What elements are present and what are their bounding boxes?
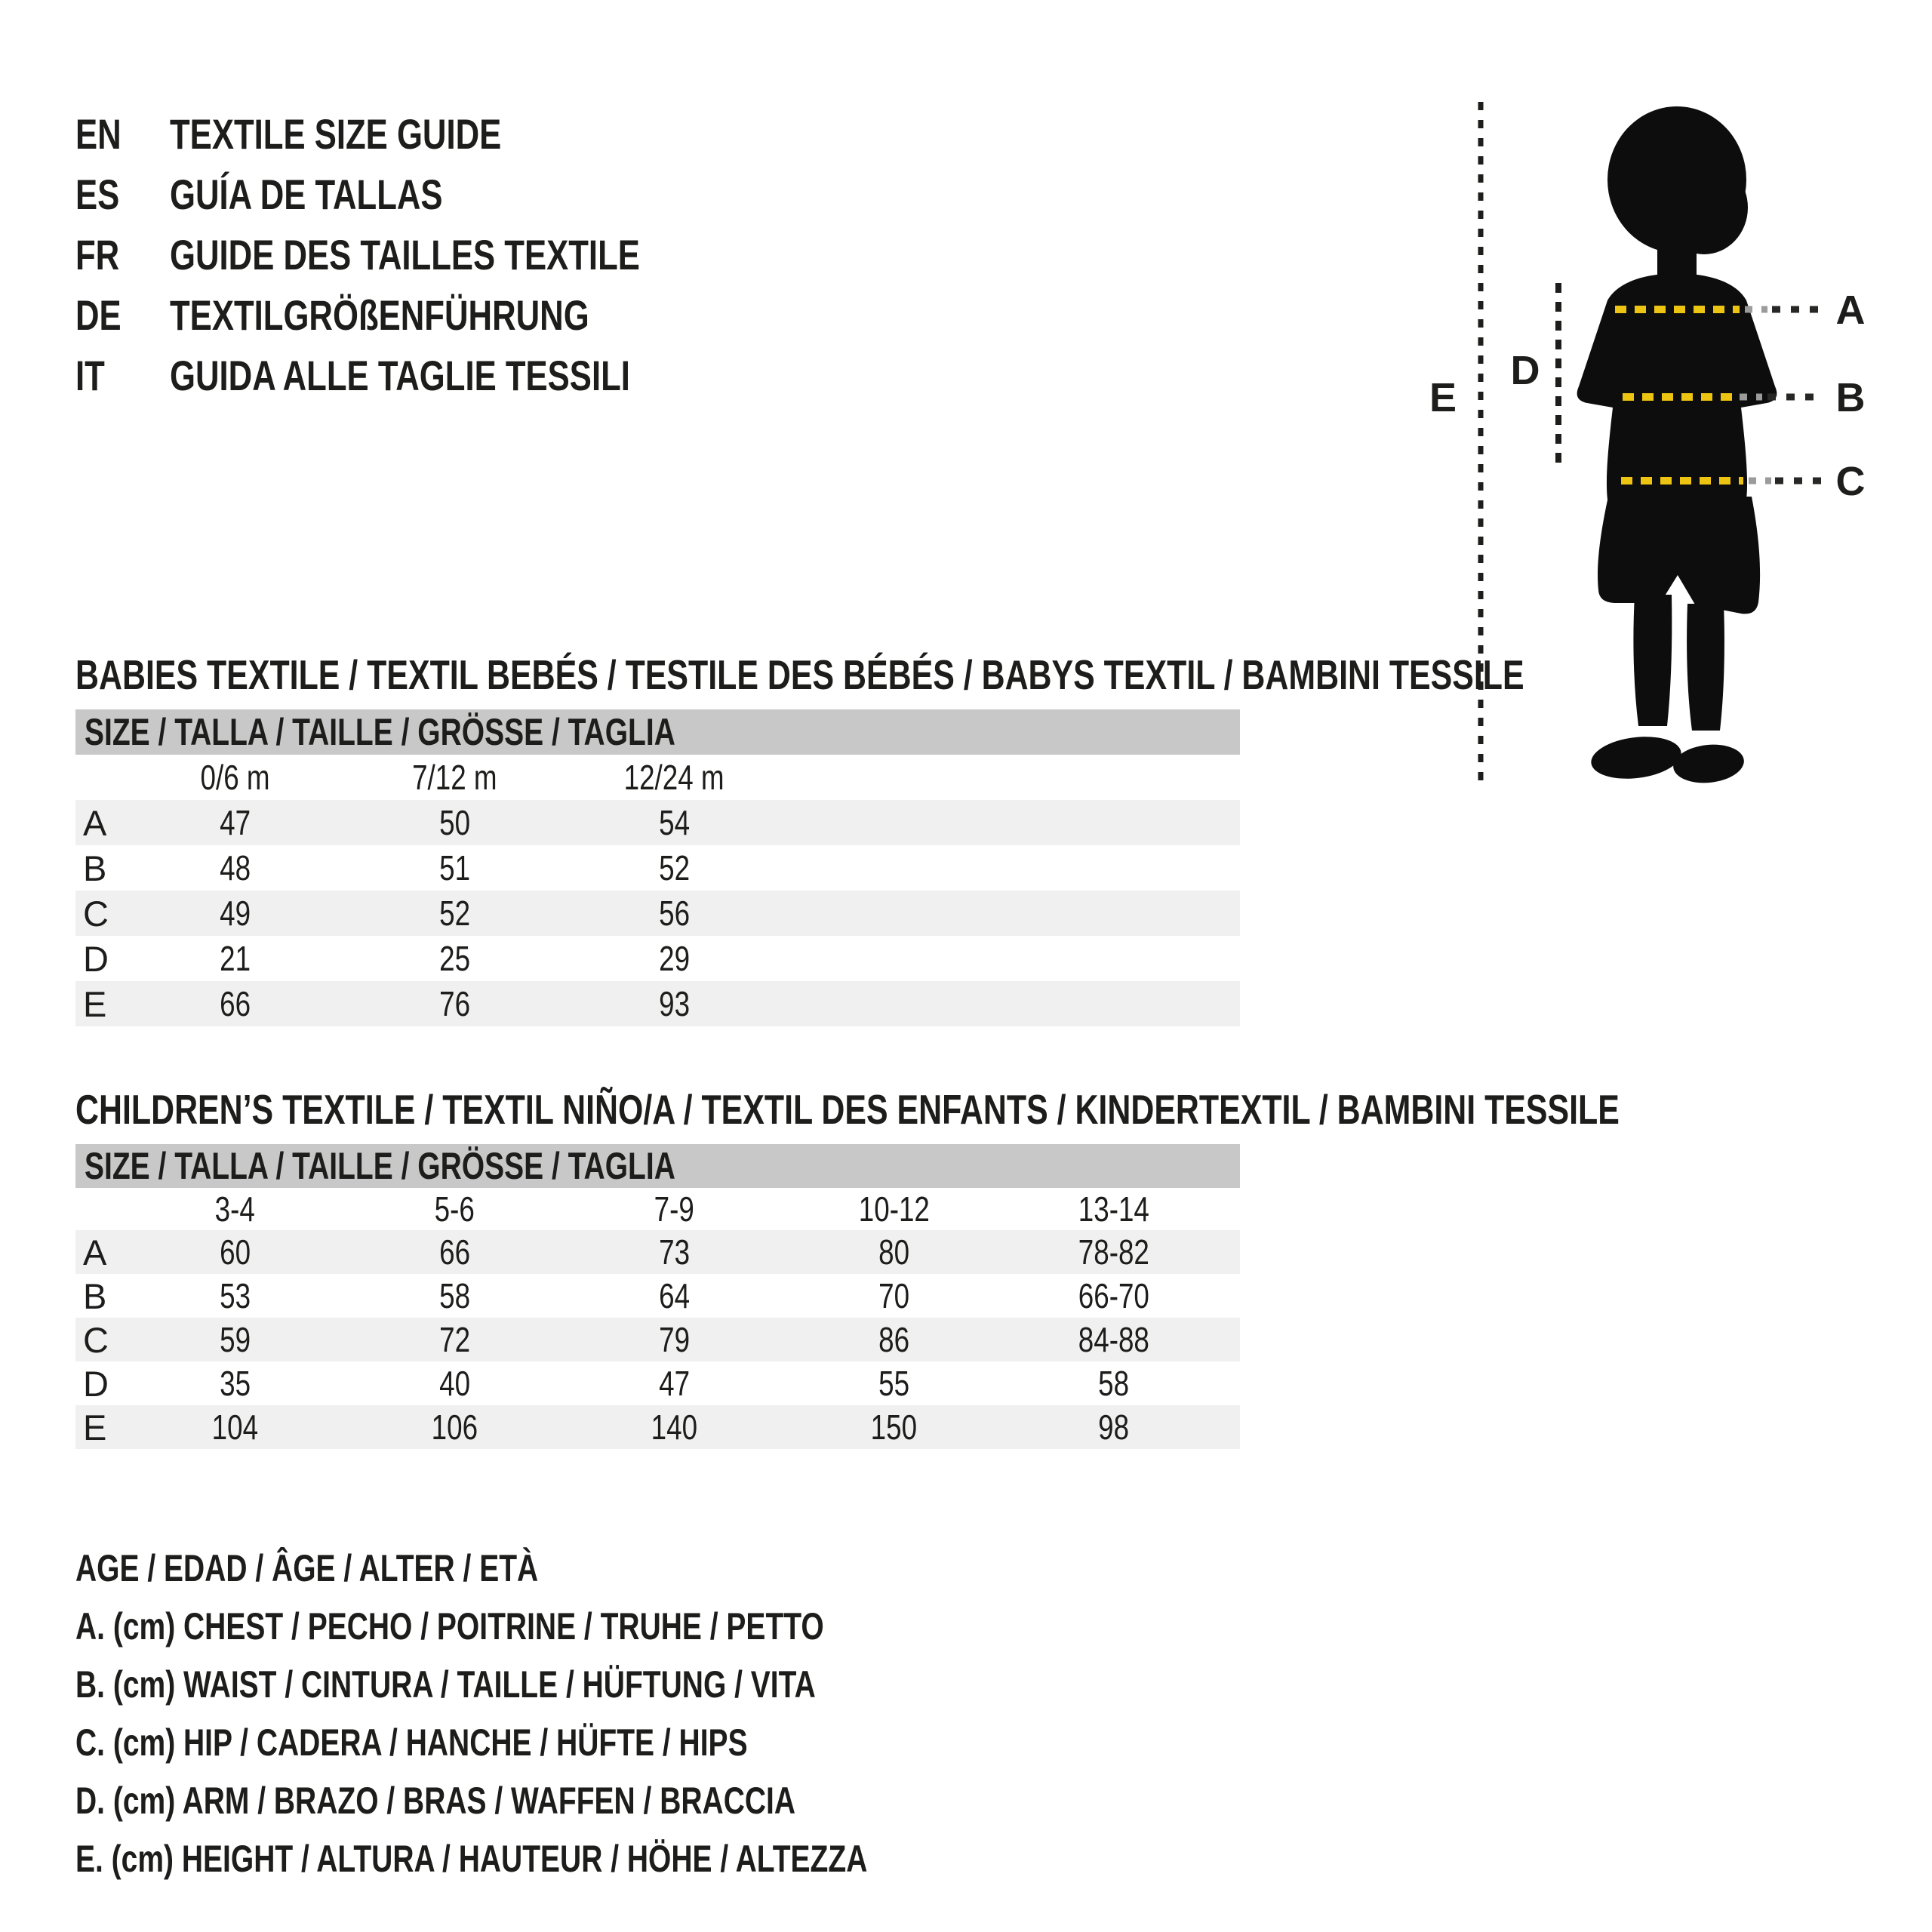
children-size-table (75, 1144, 1240, 1449)
table-row: C 49 52 56 (75, 891, 1240, 936)
table-row: E 104 106 140 150 98 (75, 1405, 1240, 1449)
lang-code-it: IT (75, 352, 105, 399)
table-row: D 21 25 29 (83, 938, 690, 979)
legend-hip: C. (cm) HIP / CADERA / HANCHE / HÜFTE / HIPS (75, 1721, 748, 1764)
table-row: C 59 72 79 86 84-88 (75, 1318, 1240, 1361)
table-row: B 53 58 64 70 66-70 (83, 1275, 1149, 1316)
lang-title-it: GUIDA ALLE TAGLIE TESSILI (170, 352, 630, 399)
children-col-4: 13-14 (1078, 1189, 1149, 1229)
lang-code-fr: FR (75, 231, 120, 278)
lang-title-en: TEXTILE SIZE GUIDE (170, 110, 502, 158)
lang-code-es: ES (75, 171, 120, 218)
table-row: B 48 51 52 (83, 848, 690, 888)
legend-arm: D. (cm) ARM / BRAZO / BRAS / WAFFEN / BRACCIA (75, 1780, 796, 1822)
children-column-header-row (75, 1188, 1240, 1230)
table-row: A 60 66 73 80 78-82 (75, 1230, 1240, 1274)
figure-label-c: C (1835, 459, 1866, 504)
lang-row-es (75, 165, 773, 225)
figure-label-e: E (1429, 375, 1457, 420)
legend-age: AGE / EDAD / ÂGE / ALTER / ETÀ (75, 1547, 539, 1589)
babies-section-title: BABIES TEXTILE / TEXTIL BEBÉS / TESTILE DES BÉBÉS / BABYS TEXTIL / BAMBINI TESSILE (75, 651, 1524, 698)
children-col-1: 5-6 (434, 1189, 475, 1229)
measurement-legend (75, 1540, 1091, 1888)
lang-row-en (75, 104, 773, 165)
lang-row-de (75, 285, 773, 346)
legend-chest: A. (cm) CHEST / PECHO / POITRINE / TRUHE / PETTO (75, 1605, 824, 1647)
figure-label-b: B (1835, 375, 1866, 420)
babies-size-table (75, 709, 1240, 1026)
lang-row-it (75, 346, 773, 406)
babies-table-header-bar: SIZE / TALLA / TAILLE / GRÖSSE / TAGLIA (75, 709, 1240, 755)
lang-title-de: TEXTILGRÖßENFÜHRUNG (170, 291, 589, 339)
babies-col-0: 0/6 m (200, 758, 270, 797)
legend-waist: B. (cm) WAIST / CINTURA / TAILLE / HÜFTUNG / VITA (75, 1663, 816, 1706)
children-col-2: 7-9 (654, 1189, 695, 1229)
lang-title-es: GUÍA DE TALLAS (170, 171, 443, 218)
babies-column-header-row (75, 755, 1240, 800)
lang-code-en: EN (75, 110, 122, 158)
children-col-3: 10-12 (858, 1189, 930, 1229)
lang-code-de: DE (75, 291, 122, 339)
figure-label-a: A (1835, 288, 1866, 333)
babies-col-2: 12/24 m (624, 758, 724, 797)
legend-height: E. (cm) HEIGHT / ALTURA / HAUTEUR / HÖHE / ALTEZZA (75, 1838, 868, 1880)
table-row: A 47 50 54 (75, 800, 1240, 845)
language-title-list (75, 104, 773, 406)
table-row: D 35 40 47 55 58 (83, 1363, 1129, 1404)
children-table-header-bar: SIZE / TALLA / TAILLE / GRÖSSE / TAGLIA (75, 1144, 1240, 1188)
children-col-0: 3-4 (214, 1189, 256, 1229)
children-section-title: CHILDREN’S TEXTILE / TEXTIL NIÑO/A / TEXTIL DES ENFANTS / KINDERTEXTIL / BAMBINI TESSILE (75, 1086, 1620, 1133)
lang-title-fr: GUIDE DES TAILLES TEXTILE (170, 231, 640, 278)
table-row: E 66 76 93 (75, 981, 1240, 1026)
lang-row-fr (75, 225, 773, 285)
figure-label-d: D (1510, 348, 1540, 393)
babies-col-1: 7/12 m (412, 758, 497, 797)
